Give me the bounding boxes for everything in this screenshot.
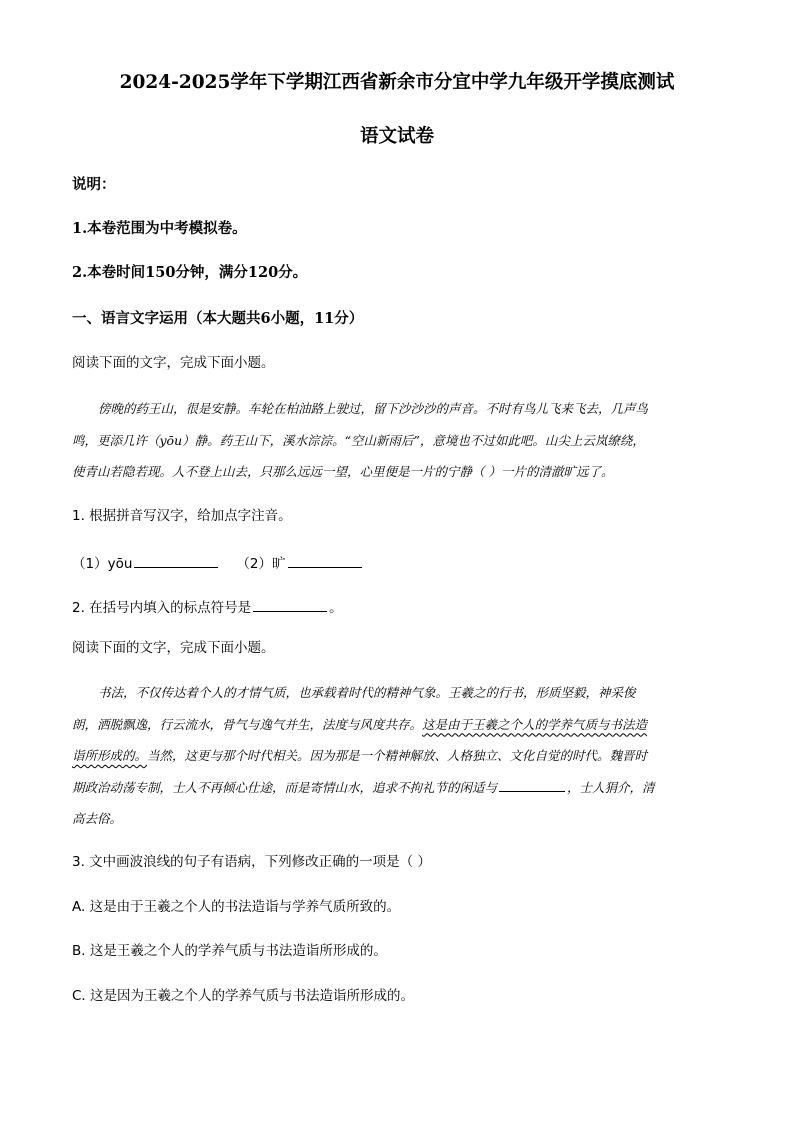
section-heading: 一、语言文字运用（本大题共6小题，11分） <box>72 310 364 327</box>
q1-part2-blank[interactable] <box>288 554 362 568</box>
option-b-letter: B. <box>72 943 86 959</box>
passage-2-line-3: 诣所形成的。当然，这更与那个时代相关。因为那是一个精神解放、人格独立、文化自觉的时代。魏晋时 <box>72 748 648 763</box>
question-3-option-b[interactable] <box>72 945 387 959</box>
passage-1-line-2: 鸣，更添几许（yōu）静。药王山下，溪水淙淙。“空山新雨后”，意境也不过如此吧。山尖上云岚缭绕， <box>72 432 645 448</box>
passage-1 <box>72 393 724 488</box>
exam-title: 2024-2025学年下学期江西省新余市分宜中学九年级开学摸底测试 <box>119 72 675 93</box>
passage-2-line-4: 期政治动荡专制，士人不再倾心仕途，而是寄情山水，追求不拘礼节的闲适与 ，士人狷介，清 <box>72 779 655 795</box>
q1-part1-blank[interactable] <box>134 554 218 568</box>
question-1-parts <box>72 554 364 572</box>
wavy-sentence-part-1: 这是由于王羲之个人的学养气质与书法造 <box>422 716 648 732</box>
exam-subtitle: 语文试卷 <box>359 126 434 147</box>
option-c-text: 这是因为王羲之个人的学养气质与书法造诣所形成的。 <box>90 988 415 1004</box>
question-2-stem: 2. 在括号内填入的标点符号是 。 <box>72 600 343 616</box>
passage-2 <box>72 677 724 835</box>
q1-part2-label: （2）旷 <box>236 556 286 572</box>
passage-2-line-1: 书法，不仅传达着个人的才情气质，也承载着时代的精神气象。王羲之的行书，形质坚毅，神采俊 <box>98 685 636 700</box>
question-1-stem: 1. 根据拼音写汉字，给加点字注音。 <box>72 508 292 524</box>
option-a-letter: A. <box>72 899 86 915</box>
passage-2-blank[interactable] <box>499 778 565 792</box>
q2-blank[interactable] <box>253 598 327 612</box>
option-b-text: 这是王羲之个人的学养气质与书法造诣所形成的。 <box>89 943 387 959</box>
instructions-label: 说明： <box>72 176 116 193</box>
passage-2-line-5: 高去俗。 <box>72 811 123 826</box>
passage-2-line-2: 朗，洒脱飘逸，行云流水，骨气与逸气并生，法度与风度共存。这是由于王羲之个人的学养气质与书法造 <box>72 716 648 732</box>
q1-part1-label: （1）yōu <box>72 556 133 572</box>
option-c-letter: C. <box>72 988 86 1004</box>
reading-intro-1: 阅读下面的文字，完成下面小题。 <box>72 355 275 371</box>
question-3-option-c[interactable] <box>72 990 414 1004</box>
question-3-stem: 3. 文中画波浪线的句子有语病，下列修改正确的一项是（ ） <box>72 854 431 870</box>
option-a-text: 这是由于王羲之个人的书法造诣与学养气质所致的。 <box>89 899 401 915</box>
instructions-item-2: 2.本卷时间150分钟，满分120分。 <box>72 264 308 281</box>
question-3-option-a[interactable] <box>72 901 400 915</box>
passage-1-line-1: 傍晚的药王山，很是安静。车轮在柏油路上驶过，留下沙沙沙的声音。不时有鸟儿飞来飞去，几声鸟 <box>98 401 649 416</box>
wavy-sentence-part-2: 诣所形成的。 <box>72 748 148 763</box>
reading-intro-2: 阅读下面的文字，完成下面小题。 <box>72 640 275 656</box>
instructions-item-1: 1.本卷范围为中考模拟卷。 <box>72 220 247 237</box>
passage-1-line-3: 使青山若隐若现。人不登上山去，只那么远远一望，心里便是一片的宁静（ ）一片的清澈旷远了。 <box>72 464 614 479</box>
